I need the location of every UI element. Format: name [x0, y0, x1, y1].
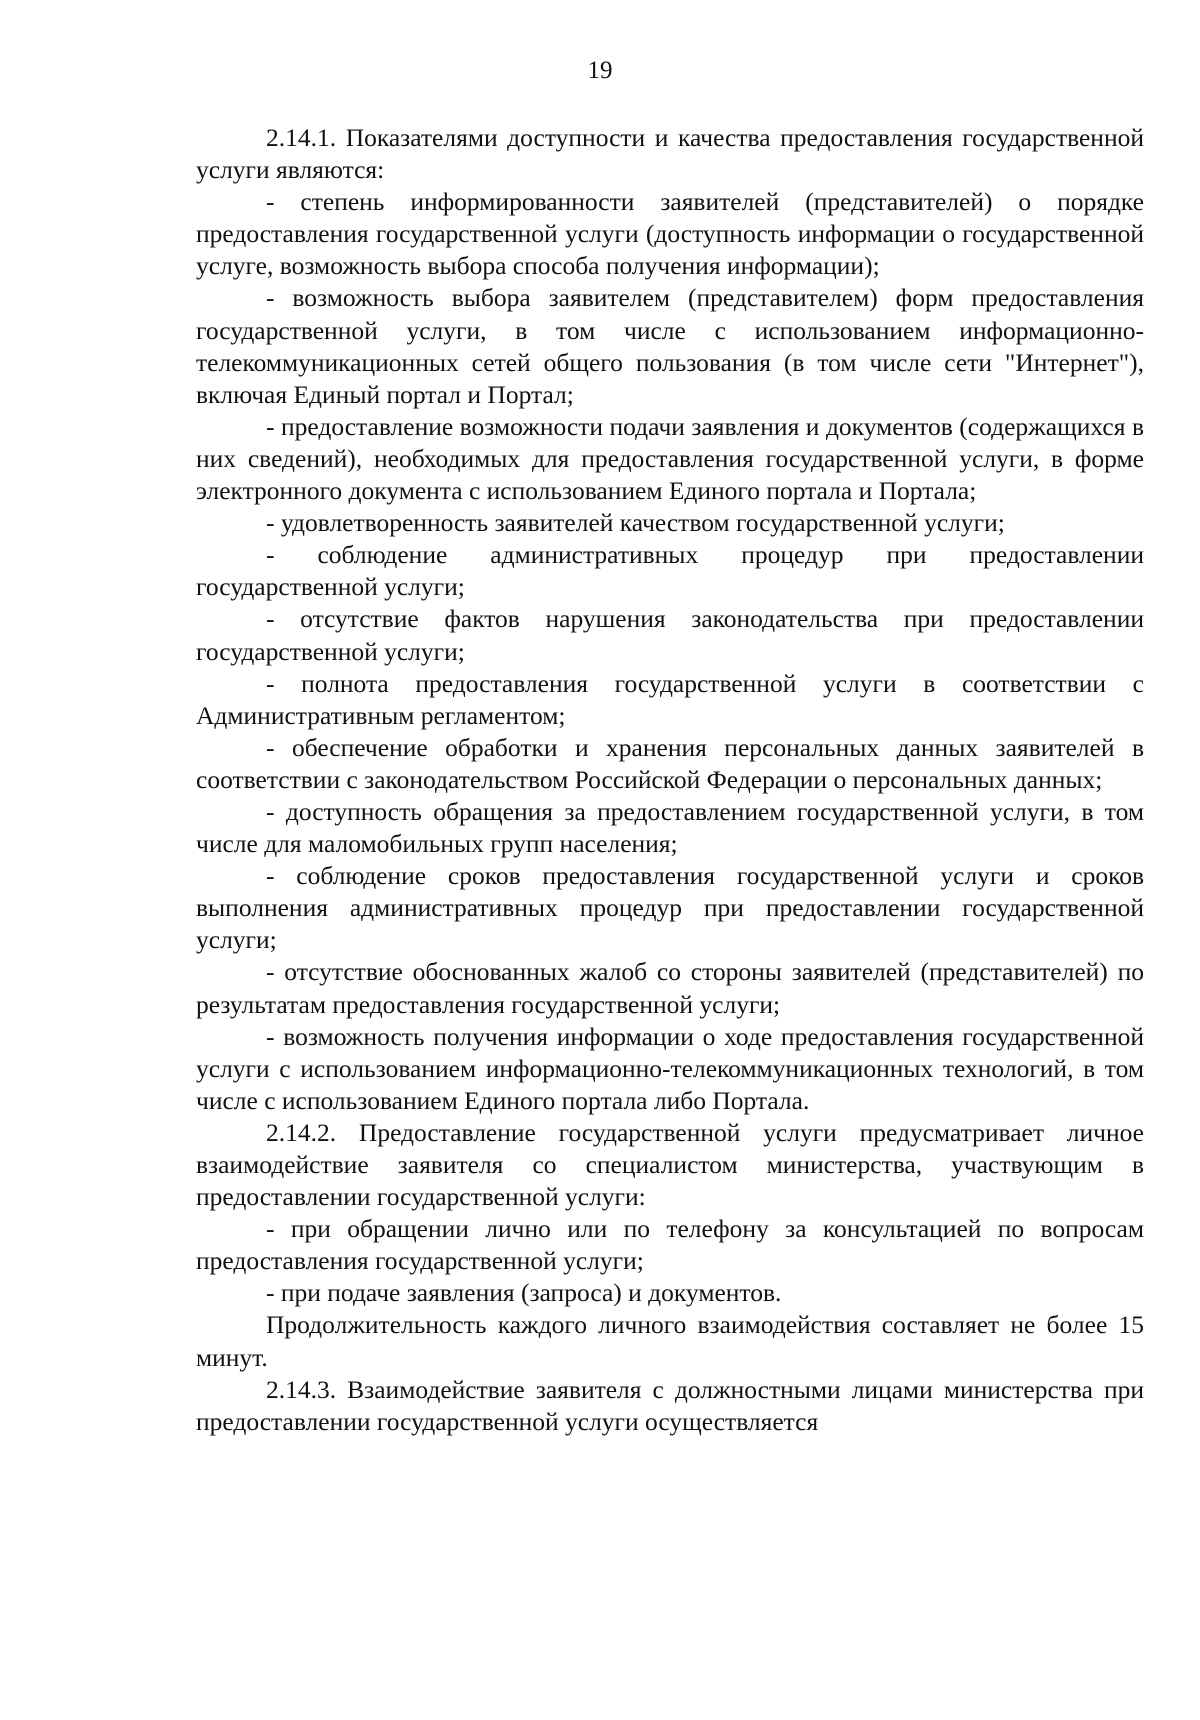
list-item-deadlines: - соблюдение сроков предоставления государственной услуги и сроков выполнения административных процедур при предоставлении государственной услуги; [196, 861, 1144, 955]
list-item-completeness: - полнота предоставления государственной услуги в соответствии с Административным регламентом; [196, 668, 1144, 730]
list-item-electronic-submission: - предоставление возможности подачи заявления и документов (содержащихся в них сведений), необходимых для предоставления государственной услуги, в форме электронного документа с использованием Единого портала и Портала; [196, 411, 1144, 506]
paragraph-2-14-2: 2.14.2. Предоставление государственной услуги предусматривает личное взаимодействие заявителя со специалистом министерства, участвующим в предоставлении государственной услуги: [196, 1117, 1144, 1212]
document-body [196, 122, 1144, 1438]
paragraph-2-14-3: 2.14.3. Взаимодействие заявителя с должностными лицами министерства при предоставлении государственной услуги осуществляется [196, 1374, 1144, 1436]
paragraph-2-14-1: 2.14.1. Показателями доступности и качества предоставления государственной услуги являются: [196, 123, 1144, 185]
list-item-personal-data: - обеспечение обработки и хранения персональных данных заявителей в соответствии с законодательством Российской Федерации о персональных данных; [196, 732, 1144, 794]
list-item-satisfaction: - удовлетворенность заявителей качеством государственной услуги; [266, 508, 1005, 538]
list-item-progress-info: - возможность получения информации о ходе предоставления государственной услуги с использованием информационно-телекоммуникационных технологий, в том числе с использованием Единого портала либо Портала. [196, 1021, 1144, 1115]
list-item-form-choice: - возможность выбора заявителем (представителем) форм предоставления государственной услуги, в том числе с использованием информационно-телекоммуникационных сетей общего пользования (в том числе сети "Интернет"), включая Единый портал и Портал; [196, 283, 1144, 409]
list-item-accessibility: - доступность обращения за предоставлением государственной услуги, в том числе для маломобильных групп населения; [196, 796, 1144, 859]
list-item-application-submission: - при подаче заявления (запроса) и документов. [266, 1278, 782, 1308]
list-item-no-violations: - отсутствие фактов нарушения законодательства при предоставлении государственной услуги; [196, 604, 1144, 666]
paragraph-duration: Продолжительность каждого личного взаимодействия составляет не более 15 минут. [196, 1310, 1144, 1372]
list-item-consultation: - при обращении лично или по телефону за консультацией по вопросам предоставления государственной услуги; [196, 1214, 1144, 1276]
list-item-no-complaints: - отсутствие обоснованных жалоб со стороны заявителей (представителей) по результатам предоставления государственной услуги; [196, 957, 1144, 1019]
page-number: 19 [587, 57, 613, 84]
list-item-procedure-compliance: - соблюдение административных процедур при предоставлении государственной услуги; [196, 540, 1144, 602]
list-item-awareness: - степень информированности заявителей (представителей) о порядке предоставления государственной услуги (доступность информации о государственной услуге, возможность выбора способа получения информации); [196, 187, 1144, 281]
